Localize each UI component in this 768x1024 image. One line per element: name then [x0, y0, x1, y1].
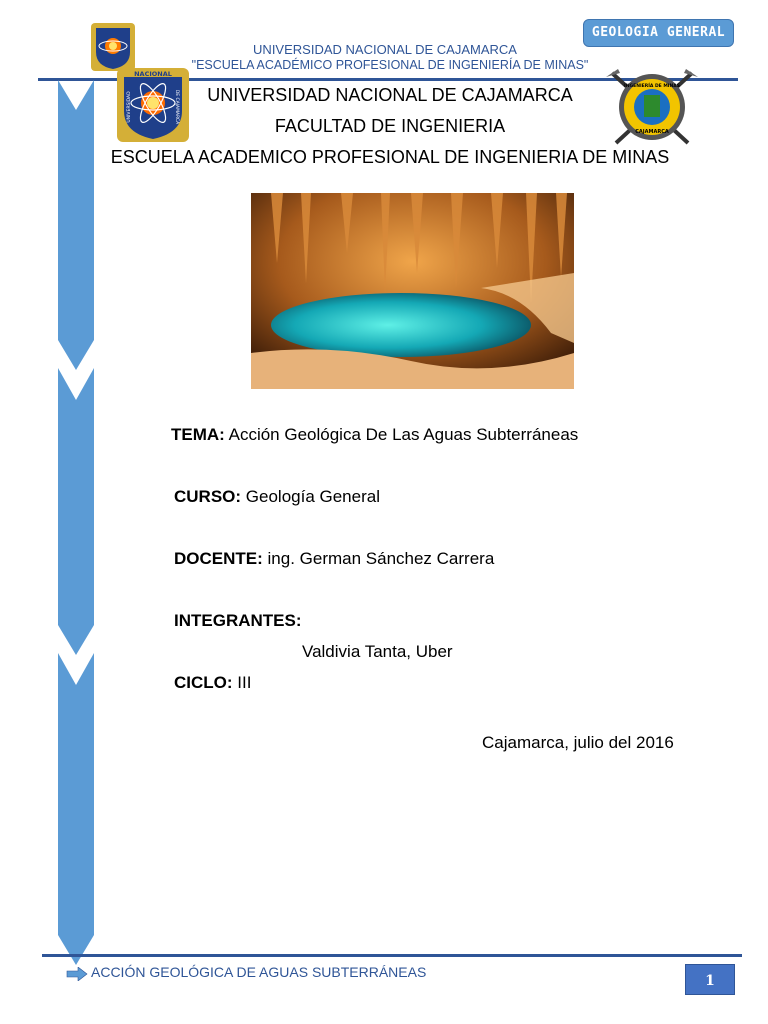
- place-date: Cajamarca, julio del 2016: [482, 733, 674, 752]
- unc-logo-left-text: UNIVERSIDAD: [127, 91, 132, 123]
- unc-logo-top-text: NACIONAL: [134, 70, 172, 78]
- member-name: Valdivia Tanta, Uber: [302, 642, 453, 661]
- curso-label: CURSO:: [174, 487, 242, 506]
- course-badge: GEOLOGIA GENERAL: [583, 19, 734, 47]
- cave-photo: [251, 193, 574, 389]
- university-logo-small: [90, 22, 136, 72]
- integrantes-label: INTEGRANTES:: [174, 611, 302, 630]
- field-docente: [174, 549, 494, 569]
- ciclo-value: III: [232, 673, 252, 692]
- footer-title: ACCIÓN GEOLÓGICA DE AGUAS SUBTERRÁNEAS: [91, 964, 427, 980]
- tema-label: TEMA:: [171, 425, 225, 444]
- mining-logo-top-text: INGENIERÍA DE MINAS: [624, 84, 680, 89]
- header-school: "ESCUELA ACADÉMICO PROFESIONAL DE INGENIERÍA DE MINAS": [191, 58, 589, 72]
- unc-logo-right-text: DE CAJAMARCA: [174, 89, 179, 125]
- footer-rule: [42, 954, 742, 957]
- field-integrantes: [174, 611, 302, 631]
- arrow-right-icon: [66, 967, 88, 981]
- ciclo-label: CICLO:: [174, 673, 233, 692]
- field-curso: [174, 487, 380, 507]
- page-number: 1: [685, 964, 735, 995]
- title-faculty: FACULTAD DE INGENIERIA: [274, 116, 506, 136]
- side-ribbon: [56, 80, 96, 965]
- tema-value: Acción Geológica De Las Aguas Subterráneas: [224, 425, 579, 444]
- mining-logo-bottom-text: CAJAMARCA: [635, 129, 669, 135]
- field-tema: [171, 425, 578, 445]
- header-university: UNIVERSIDAD NACIONAL DE CAJAMARCA: [253, 42, 517, 57]
- docente-label: DOCENTE:: [174, 549, 263, 568]
- field-ciclo: [174, 673, 251, 693]
- docente-value: ing. German Sánchez Carrera: [262, 549, 495, 568]
- title-university: UNIVERSIDAD NACIONAL DE CAJAMARCA: [207, 85, 573, 105]
- title-school: ESCUELA ACADEMICO PROFESIONAL DE INGENIERIA DE MINAS: [110, 147, 670, 167]
- curso-value: Geología General: [241, 487, 380, 506]
